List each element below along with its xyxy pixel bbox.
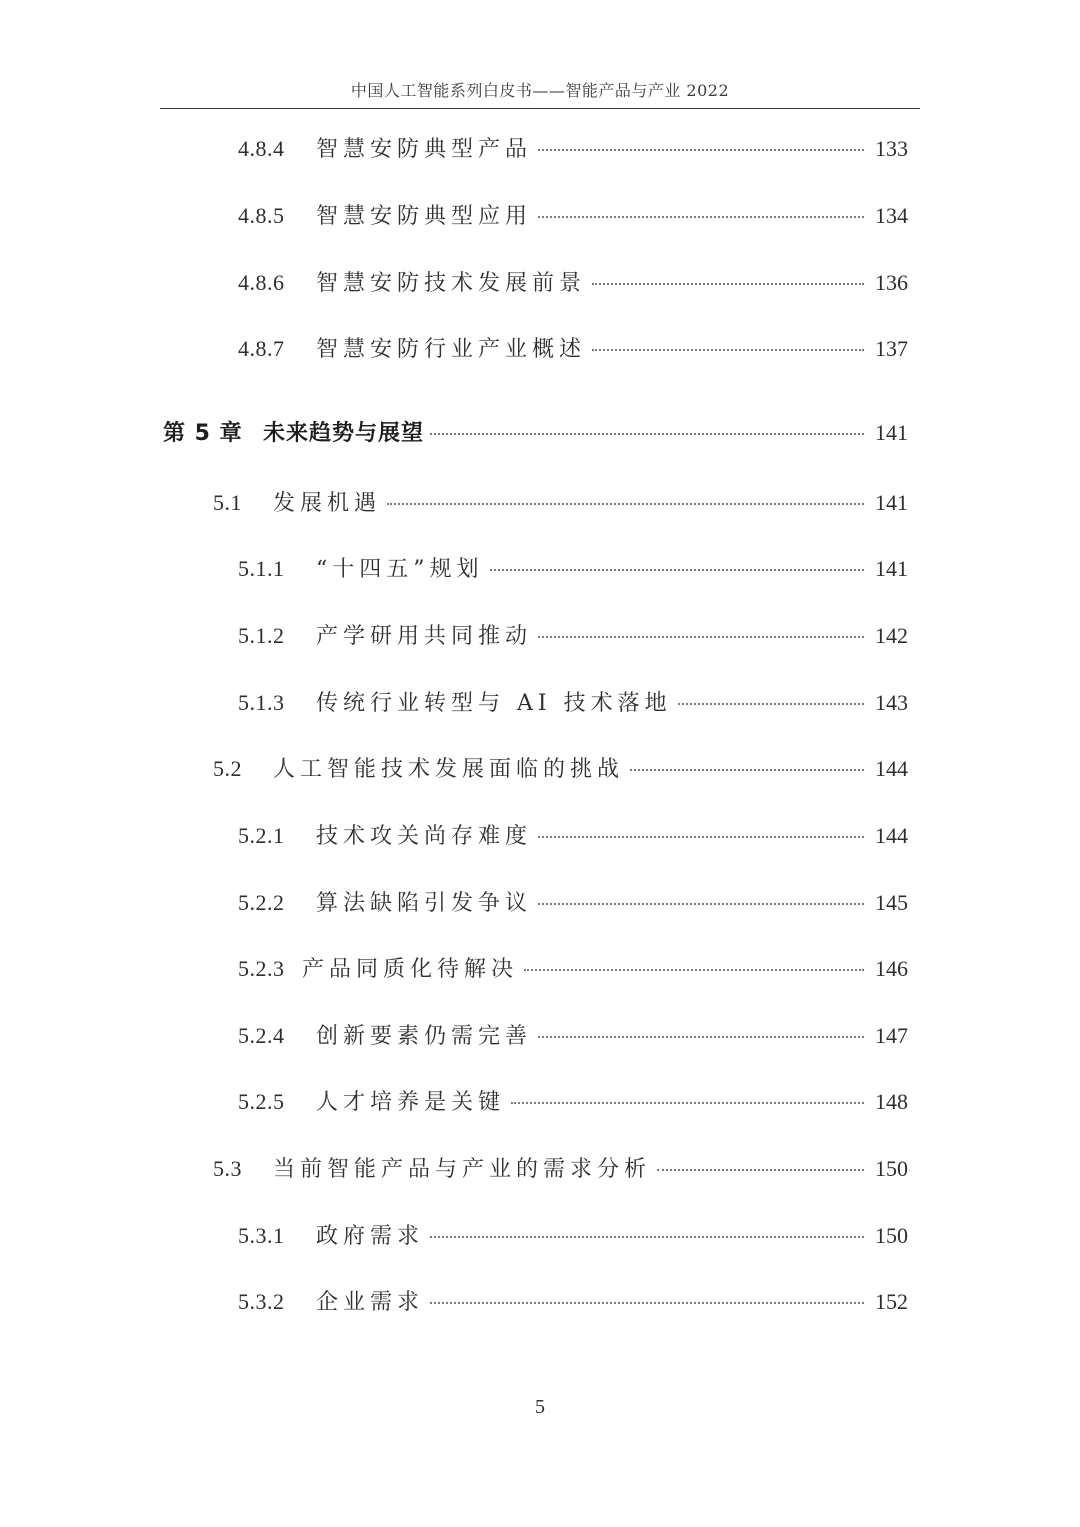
toc-entry-page: 147 [875, 1023, 908, 1048]
toc-entry-number: 5.3.1 [238, 1223, 285, 1248]
toc-entry-number: 5.2.3 [238, 956, 285, 981]
toc-entry-5-2-5[interactable] [238, 1085, 908, 1116]
toc-entry-page: 144 [875, 823, 908, 848]
toc-entry-page: 133 [875, 136, 908, 161]
toc-entry-title: 发展机遇 [273, 491, 382, 516]
toc-entry-page: 134 [875, 203, 908, 228]
toc-dot-leader [511, 1102, 864, 1104]
toc-entry-title: 当前智能产品与产业的需求分析 [273, 1157, 652, 1182]
page-number: 5 [535, 1396, 545, 1418]
toc-entry-4-8-6[interactable] [238, 266, 908, 297]
toc-entry-title: 智慧安防典型应用 [316, 204, 533, 229]
toc-entry-page: 143 [875, 690, 908, 715]
toc-dot-leader [592, 349, 864, 351]
toc-entry-5-3-1[interactable] [238, 1219, 908, 1250]
toc-entry-page: 141 [875, 556, 908, 581]
toc-entry-number: 5.3.2 [238, 1289, 285, 1314]
toc-entry-5-3-2[interactable] [238, 1285, 908, 1316]
toc-dot-leader [524, 969, 864, 971]
toc-entry-title: 产品同质化待解决 [302, 957, 519, 982]
toc-entry-title: 人工智能技术发展面临的挑战 [273, 757, 625, 782]
toc-entry-number: 5.3 [213, 1156, 242, 1181]
toc-entry-page: 152 [875, 1289, 908, 1314]
toc-dot-leader [430, 433, 864, 435]
toc-entry-page: 137 [875, 336, 908, 361]
toc-entry-number: 5.2.2 [238, 890, 285, 915]
toc-entry-title: 产学研用共同推动 [316, 624, 533, 649]
toc-entry-page: 150 [875, 1223, 908, 1248]
toc-entry-number: 4.8.5 [238, 203, 285, 228]
toc-entry-page: 150 [875, 1156, 908, 1181]
toc-entry-5-1-3[interactable] [238, 686, 908, 717]
toc-entry-number: 4.8.7 [238, 336, 285, 361]
toc-dot-leader [538, 1036, 864, 1038]
toc-entry-number: 4.8.6 [238, 270, 285, 295]
toc-entry-page: 141 [875, 490, 908, 515]
toc-entry-title: 传统行业转型与 AI 技术落地 [316, 691, 672, 716]
toc-entry-number: 4.8.4 [238, 136, 285, 161]
toc-dot-leader [430, 1236, 864, 1238]
toc-dot-leader [490, 569, 865, 571]
toc-entry-5-2-1[interactable] [238, 819, 908, 850]
toc-dot-leader [430, 1302, 864, 1304]
toc-entry-title: 智慧安防典型产品 [316, 137, 533, 162]
toc-entry-page: 148 [875, 1089, 908, 1114]
toc-entry-5-1-2[interactable] [238, 619, 908, 650]
toc-entry-5-2-4[interactable] [238, 1019, 908, 1050]
toc-entry-number: 5.2.4 [238, 1023, 285, 1048]
toc-entry-title: “十四五”规划 [316, 557, 484, 582]
toc-dot-leader [678, 703, 864, 705]
toc-entry-number: 5.2.1 [238, 823, 285, 848]
toc-entry-title: 智慧安防行业产业概述 [316, 337, 587, 362]
toc-entry-title: 技术攻关尚存难度 [316, 824, 533, 849]
toc-entry-page: 145 [875, 890, 908, 915]
toc-entry-number: 5.1.3 [238, 690, 285, 715]
toc-entry-title: 智慧安防技术发展前景 [316, 271, 587, 296]
toc-entry-number: 第 5 章 [163, 421, 243, 446]
toc-dot-leader [387, 503, 864, 505]
toc-entry-title: 未来趋势与展望 [263, 421, 425, 446]
toc-entry-number: 5.1.1 [238, 556, 285, 581]
toc-entry-5-2-2[interactable] [238, 886, 908, 917]
toc-entry-number: 5.1.2 [238, 623, 285, 648]
toc-entry-title: 政府需求 [316, 1224, 425, 1249]
toc-entry-title: 算法缺陷引发争议 [316, 891, 533, 916]
toc-entry-page: 141 [875, 420, 908, 445]
toc-dot-leader [538, 636, 864, 638]
toc-dot-leader [538, 836, 864, 838]
toc-entry-page: 146 [875, 956, 908, 981]
toc-entry-5-2-3[interactable] [238, 952, 908, 983]
toc-entry-page: 136 [875, 270, 908, 295]
toc-entry-5-3[interactable] [213, 1152, 908, 1183]
toc-dot-leader [592, 283, 864, 285]
toc-entry-chapter-5[interactable] [163, 416, 908, 447]
toc-entry-5-2[interactable] [213, 752, 908, 783]
toc-entry-number: 5.1 [213, 490, 242, 515]
toc-entry-4-8-5[interactable] [238, 199, 908, 230]
toc-entry-5-1[interactable] [213, 486, 908, 517]
toc-entry-4-8-4[interactable] [238, 132, 908, 163]
toc-entry-5-1-1[interactable] [238, 552, 908, 583]
running-header: 中国人工智能系列白皮书——智能产品与产业 2022 [350, 81, 730, 100]
toc-entry-title: 企业需求 [316, 1290, 425, 1315]
toc-entry-number: 5.2.5 [238, 1089, 285, 1114]
toc-entry-page: 144 [875, 756, 908, 781]
toc-entry-title: 创新要素仍需完善 [316, 1024, 533, 1049]
toc-dot-leader [657, 1169, 864, 1171]
toc-entry-number: 5.2 [213, 756, 242, 781]
toc-dot-leader [538, 903, 864, 905]
toc-entry-page: 142 [875, 623, 908, 648]
toc-entry-4-8-7[interactable] [238, 332, 908, 363]
toc-dot-leader [630, 769, 864, 771]
toc-dot-leader [538, 149, 864, 151]
toc-entry-title: 人才培养是关键 [316, 1090, 506, 1115]
toc-dot-leader [538, 216, 864, 218]
